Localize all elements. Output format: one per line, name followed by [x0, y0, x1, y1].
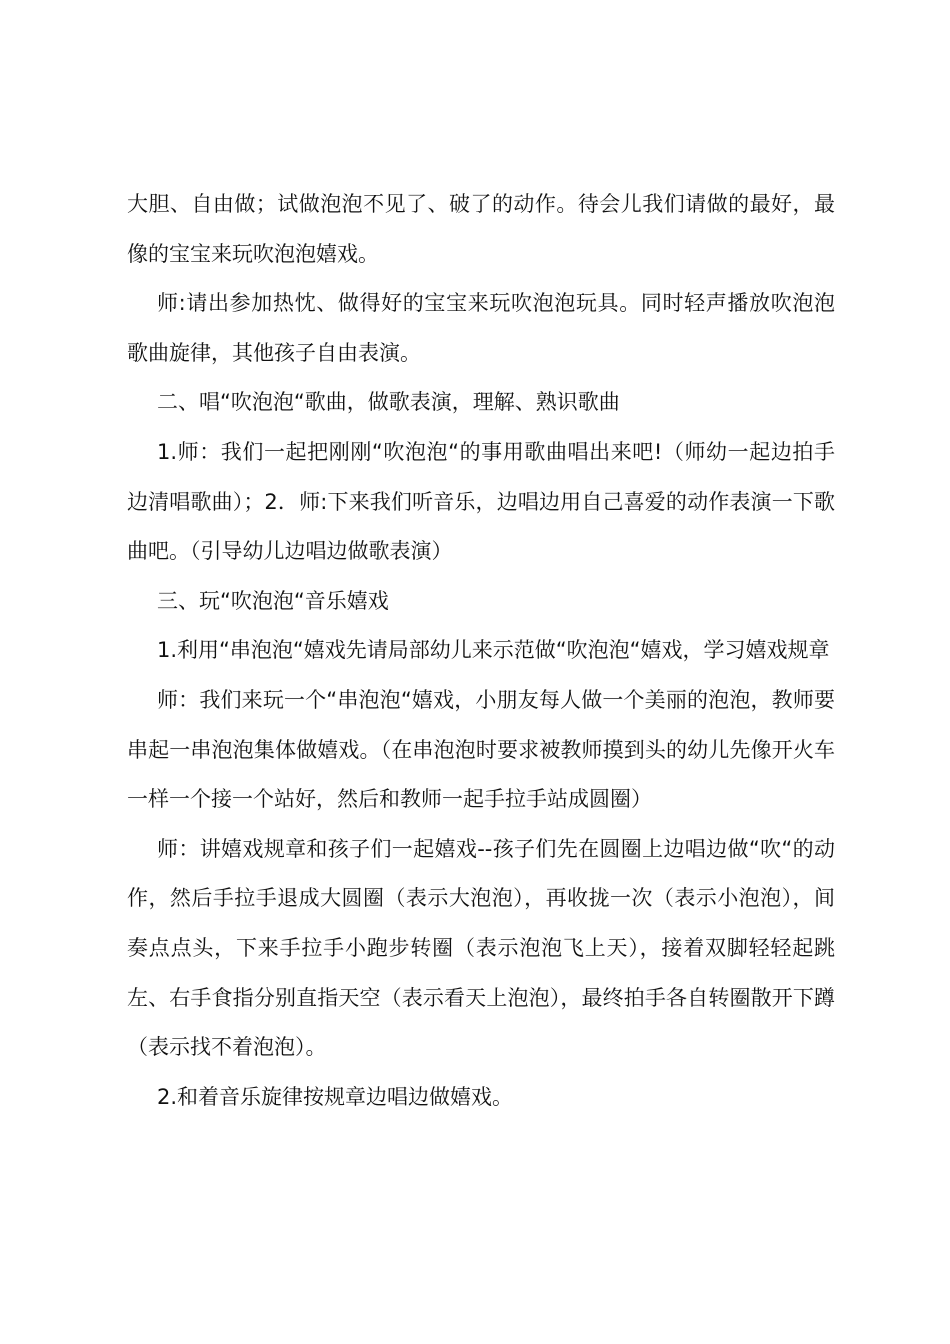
- paragraph-4: 1.利用“串泡泡“嬉戏先请局部幼儿来示范做“吹泡泡“嬉戏，学习嬉戏规章: [157, 638, 830, 663]
- paragraph-1: 大胆、自由做；试做泡泡不见了、破了的动作。待会儿我们请做的最好，最像的宝宝来玩吹泡泡嬉戏。: [127, 192, 835, 266]
- paragraph-5: 师：我们来玩一个“串泡泡“嬉戏，小朋友每人做一个美丽的泡泡，教师要串起一串泡泡集体做嬉戏。（在串泡泡时要求被教师摸到头的幼儿先像开火车一样一个接一个站好，然后和教师一起手拉手站成圆圈）: [127, 687, 835, 812]
- paragraph-2: 师:请出参加热忱、做得好的宝宝来玩吹泡泡玩具。同时轻声播放吹泡泡歌曲旋律，其他孩子自由表演。: [127, 291, 835, 365]
- paragraph-7: 2.和着音乐旋律按规章边唱边做嬉戏。: [157, 1084, 514, 1109]
- document-body: [127, 180, 835, 1122]
- section-heading-3: 三、玩“吹泡泡“音乐嬉戏: [157, 588, 389, 613]
- section-heading-2: 二、唱“吹泡泡“歌曲，做歌表演，理解、熟识歌曲: [157, 390, 620, 415]
- paragraph-6: 师：讲嬉戏规章和孩子们一起嬉戏--孩子们先在圆圈上边唱边做“吹“的动作，然后手拉手退成大圆圈（表示大泡泡），再收拢一次（表示小泡泡），间奏点点头，下来手拉手小跑步转圈（表示泡泡飞上天），接着双脚轻轻起跳左、右手食指分别直指天空（表示看天上泡泡），最终拍手各自转圈散开下蹲（表示找不着泡泡）。: [127, 836, 835, 1060]
- paragraph-3: 1.师：我们一起把刚刚“吹泡泡“的事用歌曲唱出来吧!（师幼一起边拍手边清唱歌曲）；2．师:下来我们听音乐，边唱边用自己喜爱的动作表演一下歌曲吧。（引导幼儿边唱边做歌表演）: [127, 439, 835, 564]
